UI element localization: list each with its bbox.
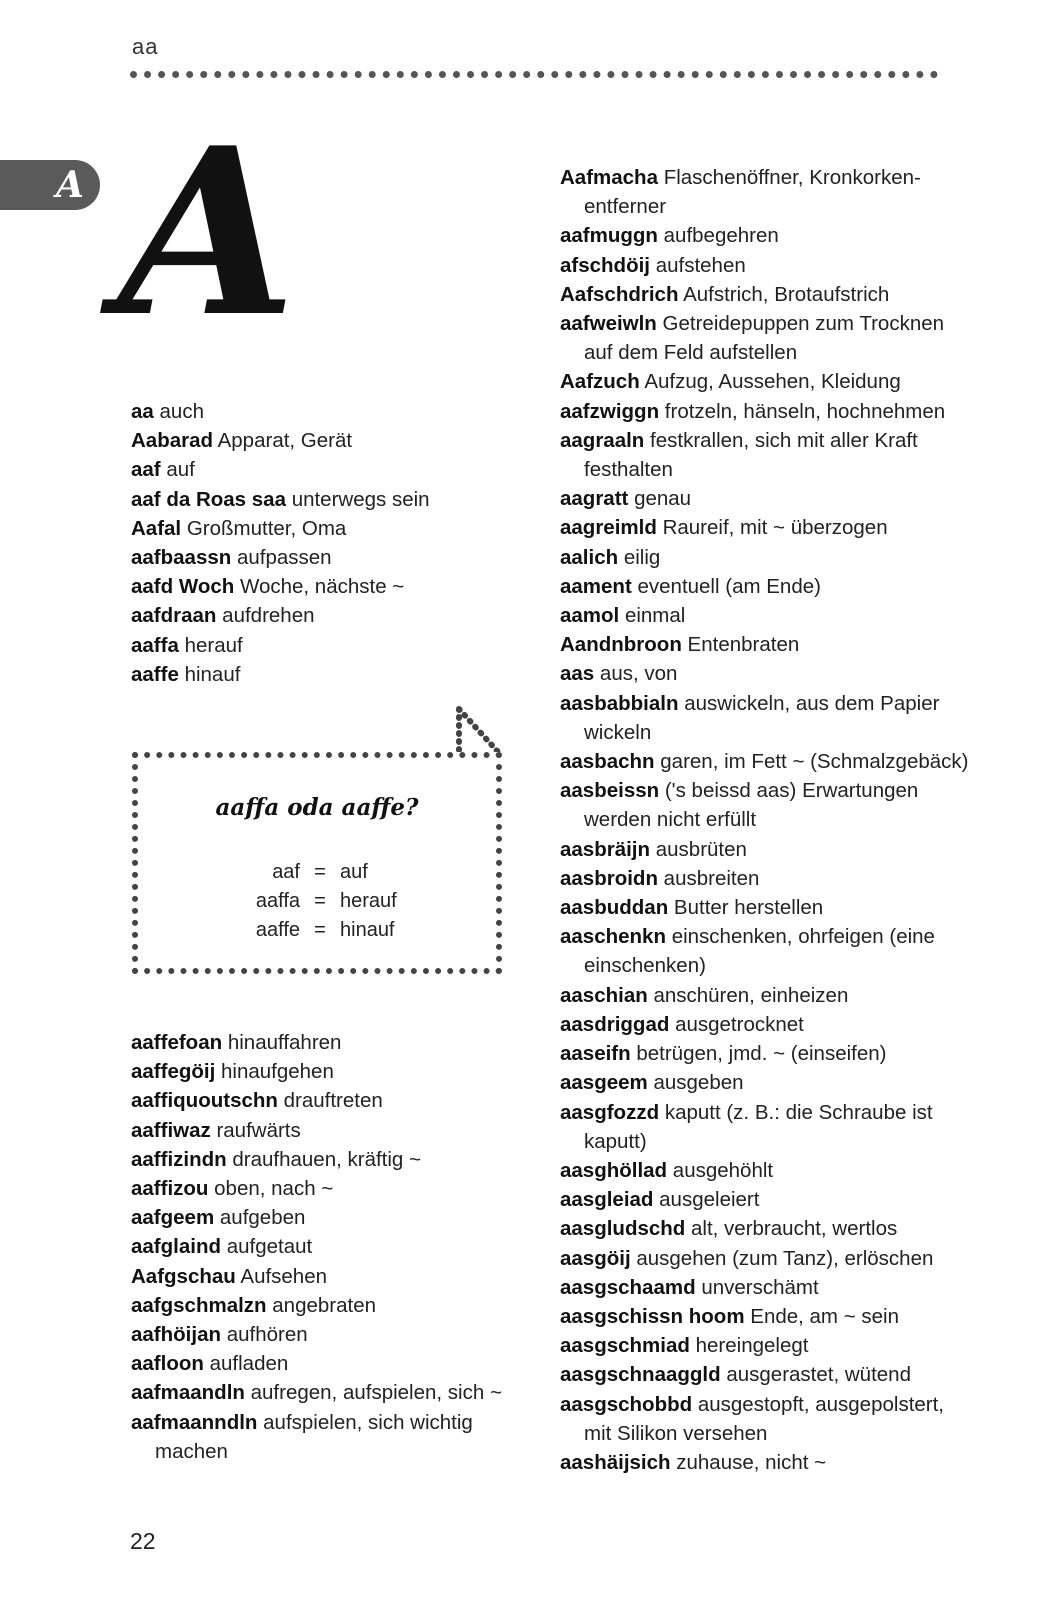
entry-headword: aaffizindn [131,1147,227,1171]
entry-headword: aaf [131,458,161,482]
dictionary-entry [131,1378,502,1407]
entry-headword: Aafgschau [131,1264,236,1288]
entry-definition: aufladen [209,1352,289,1376]
dictionary-entry [131,1145,502,1174]
dictionary-entry [560,1390,968,1448]
entry-definition: unverschämt [701,1275,819,1299]
note-row-right: hinauf [340,919,395,941]
dictionary-entry [131,397,430,426]
entry-definition: aufhören [226,1323,308,1347]
dictionary-entry [560,251,968,280]
entry-headword: aaf da Roas saa [131,487,286,511]
entry-definition-continued: machen [155,1439,228,1463]
dictionary-entry [560,1448,968,1477]
entry-definition: Raureif, mit ~ überzogen [662,516,888,540]
note-box-tail [455,705,505,757]
entry-definition: festkrallen, sich mit aller Kraft [650,428,918,452]
entry-definition: Entenbraten [687,633,800,657]
thumb-index-tab[interactable] [0,160,100,210]
entry-list-right [560,163,968,1477]
entry-definition: ausgetrocknet [675,1012,804,1036]
entry-list-left-top [131,397,430,689]
dictionary-entry [560,981,968,1010]
dictionary-entry [560,864,968,893]
entry-definition: hereingelegt [695,1334,809,1358]
entry-headword: aafloon [131,1352,204,1376]
entry-headword: aament [560,574,632,598]
entry-headword: aasgschmiad [560,1334,690,1358]
dictionary-entry [131,1291,502,1320]
entry-definition: aufgetaut [226,1235,313,1259]
entry-headword: aafmaandln [131,1381,245,1405]
dictionary-entry [560,397,968,426]
entry-definition: garen, im Fett ~ (Schmalzgebäck) [660,750,969,774]
entry-definition: ausbrüten [655,837,747,861]
entry-definition: Großmutter, Oma [186,516,347,540]
entry-headword: aasgludschd [560,1217,686,1241]
dictionary-entry [131,426,430,455]
dictionary-entry [131,660,430,689]
entry-headword: aafd Woch [131,575,235,599]
dictionary-entry [131,601,430,630]
entry-headword: aasbachn [560,750,655,774]
thumb-index-letter: A [56,164,84,206]
note-row-right: auf [340,861,368,883]
dictionary-entry [560,1214,968,1243]
entry-headword: aasgschnaaggld [560,1363,721,1387]
entry-headword: aafglaind [131,1235,221,1259]
entry-definition: ausgehen (zum Tanz), erlöschen [636,1246,934,1270]
entry-definition: auf [166,458,195,482]
entry-headword: aafzwiggn [560,399,660,423]
entry-headword: aas [560,662,595,686]
dictionary-entry [560,1185,968,1214]
entry-headword: aafhöijan [131,1323,221,1347]
entry-headword: aafgeem [131,1206,215,1230]
dictionary-entry [560,776,968,834]
entry-list-left-bottom [131,1028,502,1466]
dictionary-entry [560,163,968,221]
entry-definition: zuhause, nicht ~ [676,1450,827,1474]
entry-definition: aufspielen, sich wichtig [263,1410,473,1434]
entry-definition: kaputt (z. B.: die Schraube ist [664,1100,933,1124]
dictionary-entry [560,426,968,484]
entry-headword: aaffiwaz [131,1118,211,1142]
dictionary-entry [560,747,968,776]
dictionary-entry [560,835,968,864]
entry-headword: aalich [560,545,619,569]
entry-headword: aaffizou [131,1177,209,1201]
entry-definition: einschenken, ohrfeigen (eine [671,925,935,949]
dictionary-entry [560,1010,968,1039]
note-row-equals: = [314,919,326,941]
note-rows [138,858,496,945]
entry-definition: oben, nach ~ [214,1177,334,1201]
entry-definition: betrügen, jmd. ~ (einseifen) [636,1042,887,1066]
entry-definition: ausgeleiert [659,1188,760,1212]
entry-headword: aafgschmalzn [131,1293,267,1317]
dictionary-entry [131,631,430,660]
note-row [138,858,496,887]
dictionary-entry [560,280,968,309]
dictionary-entry [560,1068,968,1097]
dictionary-entry [560,659,968,688]
entry-headword: Aafzuch [560,370,640,394]
entry-definition: ausgestopft, ausgepolstert, [697,1392,945,1416]
running-head: aa [132,34,159,59]
entry-headword: aasgfozzd [560,1100,660,1124]
entry-definition: eilig [623,545,661,569]
entry-definition: ('s beissd aas) Erwartungen [664,779,919,803]
note-row [138,916,496,945]
entry-definition: Butter herstellen [673,896,824,920]
dictionary-entry [131,1057,502,1086]
entry-headword: aaffiquoutschn [131,1089,278,1113]
entry-definition: aufgeben [219,1206,306,1230]
section-initial-letter: A [118,98,297,368]
dictionary-entry [560,572,968,601]
entry-definition: Aufstrich, Brotaufstrich [683,282,890,306]
entry-definition: aufdrehen [222,604,315,628]
page-number: 22 [130,1528,156,1554]
note-title: aaffa oda aaffe? [215,794,419,821]
entry-definition-continued: entferner [584,195,667,219]
entry-headword: aaseifn [560,1042,631,1066]
dictionary-entry [131,1349,502,1378]
entry-definition: ausgeben [653,1071,744,1095]
entry-headword: aasgleiad [560,1188,654,1212]
entry-headword: aafbaassn [131,546,232,570]
entry-definition: ausbreiten [663,866,760,890]
dictionary-entry [131,1203,502,1232]
entry-headword: aashäijsich [560,1450,671,1474]
entry-definition: auswickeln, aus dem Papier [684,691,940,715]
entry-headword: aasbräijn [560,837,651,861]
entry-headword: aasbroidn [560,866,658,890]
entry-headword: aafdraan [131,604,217,628]
entry-definition: anschüren, einheizen [653,983,849,1007]
entry-definition-continued: werden nicht erfüllt [584,808,757,832]
entry-headword: aagreimld [560,516,657,540]
dictionary-entry [560,630,968,659]
entry-definition: aus, von [599,662,678,686]
entry-definition: Apparat, Gerät [217,429,353,453]
dictionary-entry [560,922,968,980]
entry-definition: draufhauen, kräftig ~ [232,1147,421,1171]
dictionary-entry [131,572,430,601]
dictionary-entry [560,1273,968,1302]
dictionary-entry [560,484,968,513]
entry-definition-continued: mit Silikon versehen [584,1421,768,1445]
entry-definition: Getreidepuppen zum Trocknen [662,312,945,336]
entry-headword: aasgschaamd [560,1275,696,1299]
dictionary-entry [131,1174,502,1203]
entry-headword: Aafschdrich [560,282,679,306]
entry-headword: aamol [560,604,620,628]
dictionary-entry [131,514,430,543]
dictionary-entry [560,1156,968,1185]
entry-headword: Aabarad [131,429,214,453]
dictionary-entry [560,1360,968,1389]
entry-definition: Ende, am ~ sein [750,1304,899,1328]
dictionary-entry [560,1098,968,1156]
entry-definition: genau [634,487,692,511]
dictionary-entry [131,1320,502,1349]
entry-headword: aasbuddan [560,896,669,920]
dictionary-entry [131,1262,502,1291]
note-row-left: aaf [272,861,300,883]
entry-headword: aaffe [131,662,179,686]
entry-definition: eventuell (am Ende) [637,574,821,598]
entry-headword: aa [131,400,154,423]
entry-headword: aafmaanndln [131,1410,258,1434]
entry-definition: auch [159,400,204,423]
header-dotted-rule [130,71,938,78]
entry-headword: aaffa [131,633,179,657]
entry-headword: afschdöij [560,253,650,277]
entry-definition: aufregen, aufspielen, sich ~ [250,1381,502,1405]
entry-definition: hinauf [184,662,241,686]
entry-headword: aafmuggn [560,224,658,248]
note-row-right: herauf [340,890,397,912]
entry-definition: ausgerastet, wütend [726,1363,911,1387]
entry-headword: Aafal [131,516,182,540]
dictionary-entry [560,893,968,922]
dictionary-entry [131,543,430,572]
entry-definition: herauf [184,633,243,657]
dictionary-entry [131,1232,502,1261]
entry-headword: aaffegöij [131,1060,216,1084]
entry-definition-continued: kaputt) [584,1129,647,1153]
dictionary-entry [560,543,968,572]
entry-definition-continued: festhalten [584,458,673,482]
dictionary-entry [131,1086,502,1115]
entry-headword: aasgeem [560,1071,648,1095]
entry-definition: einmal [624,604,686,628]
dictionary-entry [131,455,430,484]
entry-definition: angebraten [272,1293,377,1317]
entry-definition: aufstehen [655,253,746,277]
entry-headword: aasbeissn [560,779,660,803]
entry-headword: aaschian [560,983,648,1007]
note-row-equals: = [314,890,326,912]
dictionary-entry [131,1116,502,1145]
entry-definition: Aufzug, Aussehen, Kleidung [644,370,901,394]
dictionary-entry [560,1244,968,1273]
entry-definition: Flaschenöffner, Kronkorken- [663,166,921,189]
note-box [132,752,502,974]
entry-definition: frotzeln, hänseln, hochnehmen [664,399,946,423]
dictionary-entry [560,367,968,396]
entry-definition: hinauffahren [227,1031,342,1054]
entry-definition: raufwärts [216,1118,301,1142]
entry-definition: alt, verbraucht, wertlos [691,1217,898,1241]
entry-headword: aaffefoan [131,1031,223,1054]
entry-definition: drauftreten [283,1089,383,1113]
entry-definition: aufbegehren [663,224,779,248]
entry-headword: aagratt [560,487,629,511]
entry-definition: aufpassen [236,546,332,570]
dictionary-entry [560,601,968,630]
dictionary-entry [560,513,968,542]
entry-definition-continued: einschenken) [584,954,706,978]
note-row-left: aaffe [255,919,300,941]
dictionary-entry [560,689,968,747]
dictionary-entry [131,1028,502,1057]
entry-headword: aasgöij [560,1246,631,1270]
entry-headword: Aafmacha [560,166,658,189]
entry-definition: Aufsehen [240,1264,328,1288]
dictionary-entry [560,1039,968,1068]
dictionary-entry [131,485,430,514]
entry-headword: aasghöllad [560,1158,668,1182]
dictionary-entry [560,309,968,367]
entry-definition: unterwegs sein [291,487,430,511]
entry-headword: aagraaln [560,428,645,452]
entry-definition: Woche, nächste ~ [239,575,405,599]
dictionary-entry [560,221,968,250]
entry-headword: Aandnbroon [560,633,682,657]
entry-definition-continued: wickeln [584,720,652,744]
entry-headword: aasbabbialn [560,691,679,715]
dictionary-entry [560,1331,968,1360]
note-row-left: aaffa [255,890,300,912]
entry-definition: ausgehöhlt [672,1158,774,1182]
entry-headword: aaschenkn [560,925,666,949]
entry-definition-continued: auf dem Feld aufstellen [584,341,798,365]
entry-headword: aasgschobbd [560,1392,693,1416]
note-row [138,887,496,916]
entry-headword: aasgschissn hoom [560,1304,745,1328]
entry-definition: hinaufgehen [221,1060,334,1084]
note-row-equals: = [314,861,326,883]
dictionary-entry [131,1408,502,1466]
entry-headword: aasdriggad [560,1012,670,1036]
dictionary-entry [560,1302,968,1331]
entry-headword: aafweiwln [560,312,657,336]
